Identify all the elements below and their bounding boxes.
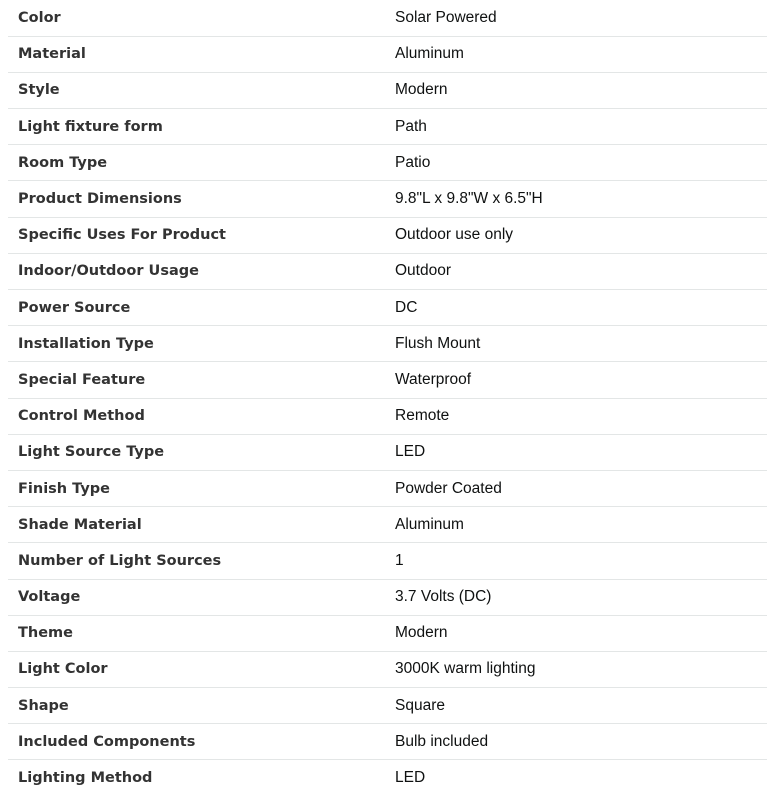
- spec-value: LED: [395, 769, 426, 787]
- spec-label: Style: [18, 82, 60, 99]
- spec-label: Special Feature: [18, 371, 146, 388]
- spec-row-material: [8, 36, 767, 72]
- spec-value: Path: [395, 117, 427, 135]
- spec-value: Flush Mount: [395, 334, 481, 352]
- spec-label: Voltage: [18, 589, 81, 606]
- spec-value: Powder Coated: [395, 479, 502, 497]
- spec-label: Light Source Type: [18, 444, 165, 461]
- spec-value: Waterproof: [395, 370, 472, 388]
- spec-row-installation-type: [8, 326, 767, 362]
- product-spec-table: [8, 0, 767, 796]
- spec-value: Modern: [395, 81, 448, 99]
- spec-label: Shape: [18, 697, 69, 714]
- spec-row-style: [8, 72, 767, 108]
- spec-label: Control Method: [18, 408, 145, 425]
- spec-label: Indoor/Outdoor Usage: [18, 263, 199, 280]
- spec-value: Square: [395, 696, 445, 714]
- spec-row-power-source: [8, 290, 767, 326]
- spec-row-specific-uses: [8, 217, 767, 253]
- spec-value: Aluminum: [395, 45, 464, 63]
- spec-value: Remote: [395, 407, 450, 425]
- spec-row-shade-material: [8, 507, 767, 543]
- spec-label: Material: [18, 46, 86, 63]
- spec-value: 9.8"L x 9.8"W x 6.5"H: [395, 190, 543, 208]
- spec-label: Light Color: [18, 661, 108, 678]
- spec-label: Room Type: [18, 154, 108, 171]
- spec-row-number-of-light-sources: [8, 543, 767, 579]
- spec-label: Finish Type: [18, 480, 111, 497]
- spec-label: Power Source: [18, 299, 131, 316]
- spec-label: Light fixture form: [18, 118, 163, 135]
- spec-label: Lighting Method: [18, 770, 153, 787]
- spec-row-light-color: [8, 651, 767, 687]
- spec-value: Solar Powered: [395, 8, 497, 26]
- spec-row-product-dimensions: [8, 181, 767, 217]
- spec-label: Installation Type: [18, 335, 154, 352]
- spec-value: 1: [395, 551, 404, 569]
- spec-row-control-method: [8, 398, 767, 434]
- spec-row-light-source-type: [8, 434, 767, 470]
- spec-value: LED: [395, 443, 426, 461]
- spec-value: 3000K warm lighting: [395, 660, 536, 678]
- spec-label: Shade Material: [18, 516, 142, 533]
- spec-value: Modern: [395, 624, 448, 642]
- spec-label: Specific Uses For Product: [18, 227, 226, 244]
- spec-label: Theme: [18, 625, 73, 642]
- spec-value: Outdoor: [395, 262, 452, 280]
- spec-row-voltage: [8, 579, 767, 615]
- spec-value: Outdoor use only: [395, 226, 514, 244]
- spec-row-shape: [8, 688, 767, 724]
- spec-row-lighting-method: [8, 760, 767, 796]
- spec-label: Included Components: [18, 733, 196, 750]
- spec-label: Color: [18, 9, 61, 26]
- spec-row-included-components: [8, 724, 767, 760]
- spec-value: Patio: [395, 153, 431, 171]
- spec-value: Aluminum: [395, 515, 464, 533]
- spec-value: 3.7 Volts (DC): [395, 588, 492, 606]
- spec-row-room-type: [8, 145, 767, 181]
- spec-row-color: [8, 0, 767, 36]
- spec-value: Bulb included: [395, 732, 489, 750]
- spec-row-indoor-outdoor-usage: [8, 253, 767, 289]
- spec-label: Number of Light Sources: [18, 552, 222, 569]
- product-spec-table-body: [8, 0, 767, 796]
- spec-label: Product Dimensions: [18, 191, 182, 208]
- spec-row-light-fixture-form: [8, 109, 767, 145]
- spec-row-theme: [8, 615, 767, 651]
- spec-row-special-feature: [8, 362, 767, 398]
- spec-value: DC: [395, 298, 418, 316]
- spec-row-finish-type: [8, 470, 767, 506]
